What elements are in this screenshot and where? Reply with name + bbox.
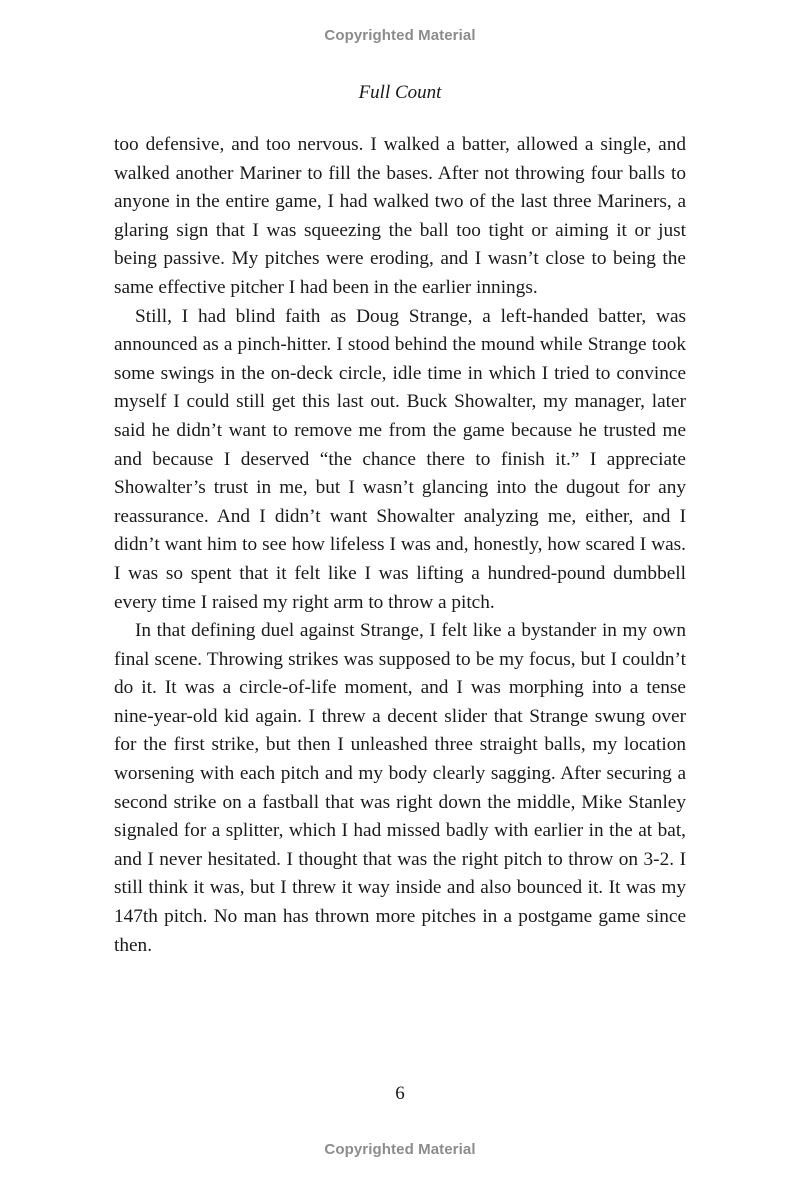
paragraph-1: too defensive, and too nervous. I walked a batter, allowed a single, and walked another Mariner to fill the bases. After not throwing four balls to anyone in the entire game, I had walked two of the last three Mariners, a glaring sign that I was squeezing the ball too tight or aiming it or just being passive. My pitches were eroding, and I wasn’t close to being the same effective pitcher I had been in the earlier innings. <box>114 134 686 298</box>
page-number: 6 <box>395 1083 405 1104</box>
copyright-watermark-bottom: Copyrighted Material <box>324 1141 476 1158</box>
copyright-watermark-top: Copyrighted Material <box>324 27 476 44</box>
body-text <box>114 131 686 960</box>
running-head-title: Full Count <box>358 82 442 103</box>
paragraph-2: Still, I had blind faith as Doug Strange, a left-handed batter, was announced as a pinch-hitter. I stood behind the mound while Strange took some swings in the on-deck circle, idle time in which I tried to convince myself I could still get this last out. Buck Showalter, my manager, later said he didn’t want to remove me from the game because he trusted me and because I deserved “the chance there to finish it.” I appreciate Showalter’s trust in me, but I wasn’t glancing into the dugout for any reassurance. And I didn’t want Showalter analyzing me, either, and I didn’t want him to see how lifeless I was and, honestly, how scared I was. I was so spent that it felt like I was lifting a hundred-pound dumbbell every time I raised my right arm to throw a pitch. <box>114 305 686 613</box>
paragraph-3: In that defining duel against Strange, I felt like a bystander in my own final scene. Throwing strikes was supposed to be my focus, but I couldn’t do it. It was a circle-of-life moment, and I was morphing into a tense nine-year-old kid again. I threw a decent slider that Strange swung over for the first strike, but then I unleashed three straight balls, my location worsening with each pitch and my body clearly sagging. After securing a second strike on a fastball that was right down the middle, Mike Stanley signaled for a splitter, which I had missed badly with earlier in the at bat, and I never hesitated. I thought that was the right pitch to throw on 3-2. I still think it was, but I threw it way inside and also bounced it. It was my 147th pitch. No man has thrown more pitches in a postgame game since then. <box>114 620 686 956</box>
